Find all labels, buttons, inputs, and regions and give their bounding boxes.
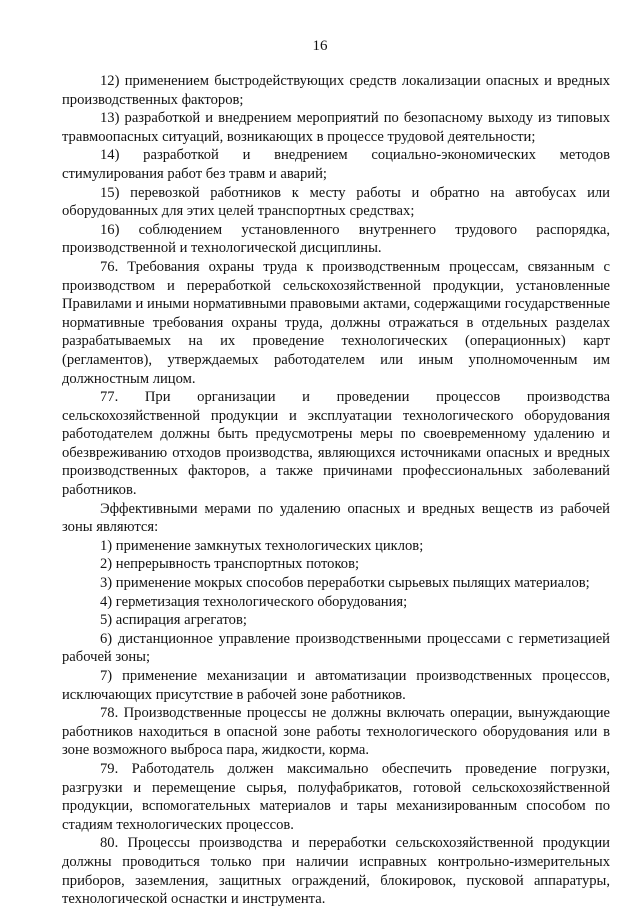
paragraph-item-16: 16) соблюдением установленного внутреннего трудового распорядка, производственной и технологической дисциплины. (62, 221, 610, 257)
page-number: 16 (312, 38, 328, 54)
list-item-1: 1) применение замкнутых технологических циклов; (100, 537, 424, 554)
list-item-4: 4) герметизация технологического оборудования; (100, 593, 408, 610)
list-item-7: 7) применение механизации и автоматизации производственных процессов, исключающих присутствие в рабочей зоне работников. (62, 668, 610, 703)
paragraph-item-14: 14) разработкой и внедрением социально-экономических методов стимулирования работ без травм и аварий; (62, 147, 610, 182)
paragraph-section-79: 79. Работодатель должен максимально обеспечить проведение погрузки, разгрузки и перемещение сырья, полуфабрикатов, готовой сельскохозяйственной продукции, вспомогательных материалов и тары механизированным способом по стадиям технологических процессов. (62, 760, 610, 833)
paragraph-measures-intro: Эффективными мерами по удалению опасных и вредных веществ из рабочей зоны являются: (62, 500, 610, 536)
paragraph-item-13: 13) разработкой и внедрением мероприятий по безопасному выходу из типовых травмоопасных ситуаций, возникающих в процессе трудовой деятельности; (62, 110, 610, 145)
list-item-6: 6) дистанционное управление производственными процессами с герметизацией рабочей зоны; (62, 630, 610, 666)
paragraph-item-15: 15) перевозкой работников к месту работы и обратно на автобусах или оборудованных для этих целей транспортных средствах; (62, 184, 610, 220)
list-item-5: 5) аспирация агрегатов; (100, 612, 247, 629)
paragraph-item-12: 12) применением быстродействующих средств локализации опасных и вредных производственных факторов; (62, 73, 610, 108)
list-item-2: 2) непрерывность транспортных потоков; (100, 556, 360, 573)
paragraph-section-80: 80. Процессы производства и переработки сельскохозяйственной продукции должны проводиться только при наличии исправных контрольно-измерительных приборов, заземления, защитных ограждений, блокировок, пусковой аппаратуры, технологической оснастки и инструмента. (62, 835, 610, 908)
paragraph-section-76: 76. Требования охраны труда к производственным процессам, связанным с производством и переработкой сельскохозяйственной продукции, установленные Правилами и иными нормативными правовыми актами, содержащими государственные нормативные требования охраны труда, должны отражаться в отдельных разделах разрабатываемых на их проведение технологических (операционных) карт (регламентов), утверждаемых работодателем или иным уполномоченным им должностным лицом. (62, 258, 610, 387)
paragraph-section-77: 77. При организации и проведении процессов производства сельскохозяйственной продукции и эксплуатации технологического оборудования работодателем должны быть предусмотрены меры по своевременному удалению и обезвреживанию отходов производства, являющихся источниками опасных и вредных производственных факторов, а также причинами профессиональных заболеваний работников. (62, 389, 610, 499)
document-body (62, 72, 610, 909)
paragraph-section-78: 78. Производственные процессы не должны включать операции, вынуждающие работников находиться в опасной зоне работы технологического оборудования или в зоне возможного выброса пара, жидкости, корма. (62, 705, 610, 759)
list-item-3: 3) применение мокрых способов переработки сырьевых пылящих материалов; (100, 575, 590, 592)
